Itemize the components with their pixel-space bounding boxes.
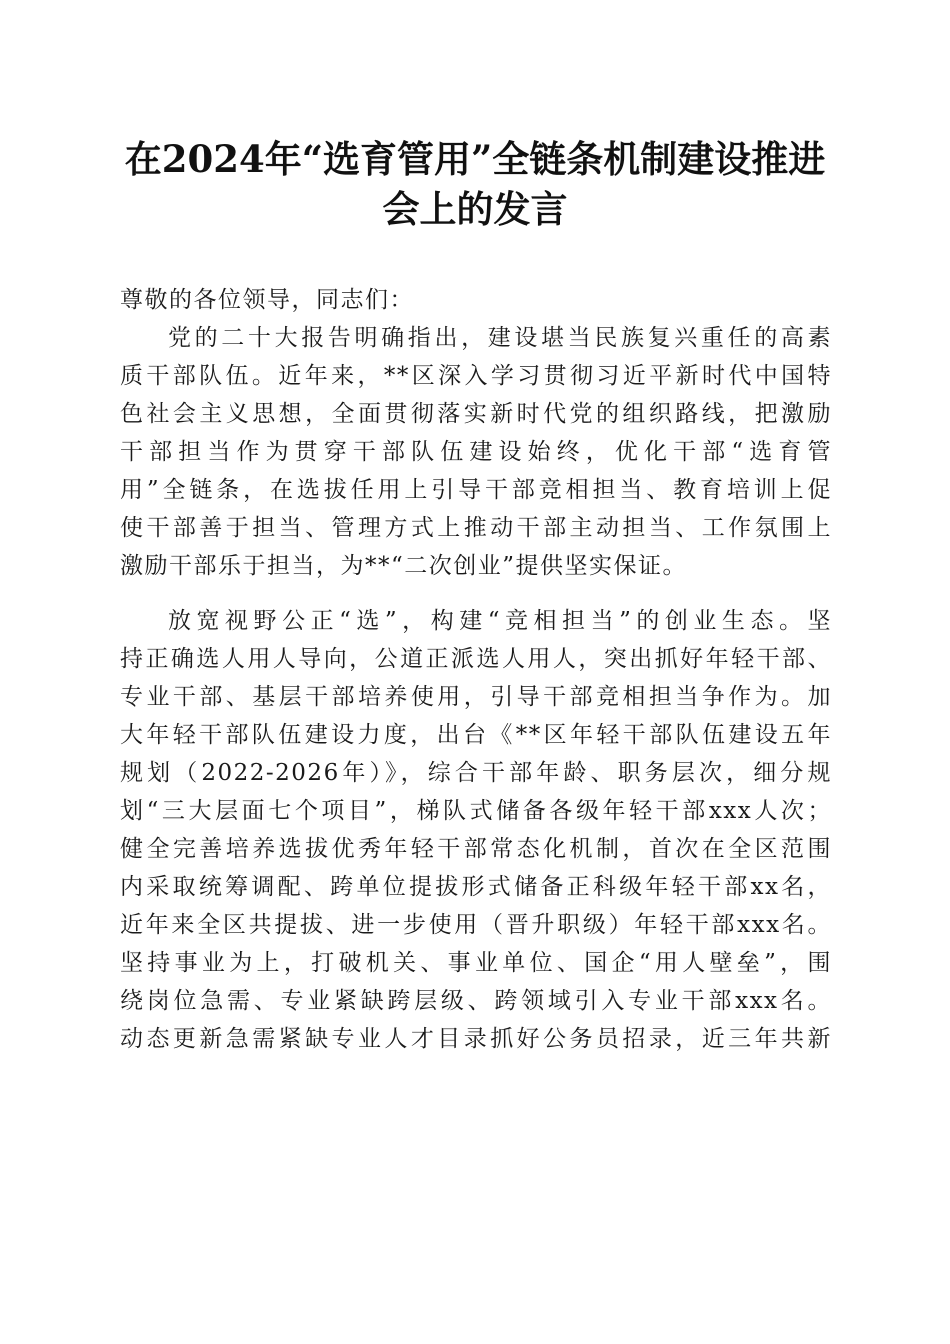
paragraph-line: 用”全链条，在选拔任用上引导干部竞相担当、教育培训上促 [120,477,832,503]
paragraph-line: 近年来全区共提拔、进一步使用（晋升职级）年轻干部xxx名。 [120,912,832,938]
paragraph-line: 内采取统筹调配、跨单位提拔形式储备正科级年轻干部xx名， [120,874,832,900]
document-title [100,134,850,234]
paragraph-line: 党的二十大报告明确指出，建设堪当民族复兴重任的高素 [168,325,832,351]
paragraph-line: 坚持事业为上，打破机关、事业单位、国企“用人壁垒”，围 [120,950,832,976]
paragraph-line: 健全完善培养选拔优秀年轻干部常态化机制，首次在全区范围 [120,836,832,862]
paragraph-spacer [120,585,832,602]
title-line-1: 在2024年“选育管用”全链条机制建设推进 [124,137,826,181]
paragraph-line: 绕岗位急需、专业紧缺跨层级、跨领域引入专业干部xxx名。 [120,988,832,1014]
paragraph-2 [120,602,832,1058]
paragraph-line: 放宽视野公正“选”，构建“竞相担当”的创业生态。坚 [168,608,832,634]
salutation: 尊敬的各位领导，同志们： [120,287,414,313]
paragraph-line: 动态更新急需紧缺专业人才目录抓好公务员招录，近三年共新 [120,1026,832,1052]
paragraph-line: 规划（2022-2026年）》，综合干部年龄、职务层次，细分规 [120,760,832,786]
paragraph-line: 激励干部乐于担当，为**“二次创业”提供坚实保证。 [120,553,688,579]
title-line-2: 会上的发言 [382,187,568,231]
paragraph-line: 干部担当作为贯穿干部队伍建设始终，优化干部“选育管 [120,439,832,465]
paragraph-line: 大年轻干部队伍建设力度，出台《**区年轻干部队伍建设五年 [120,722,832,748]
paragraph-line: 专业干部、基层干部培养使用，引导干部竞相担当争作为。加 [120,684,832,710]
paragraph-1 [120,319,832,585]
paragraph-line: 使干部善于担当、管理方式上推动干部主动担当、工作氛围上 [120,515,832,541]
document-body [120,281,832,1058]
paragraph-line: 质干部队伍。近年来，**区深入学习贯彻习近平新时代中国特 [120,363,832,389]
paragraph-line: 持正确选人用人导向，公道正派选人用人，突出抓好年轻干部、 [120,646,832,672]
paragraph-line: 色社会主义思想，全面贯彻落实新时代党的组织路线，把激励 [120,401,832,427]
paragraph-line: 划“三大层面七个项目”，梯队式储备各级年轻干部xxx人次； [120,798,832,824]
